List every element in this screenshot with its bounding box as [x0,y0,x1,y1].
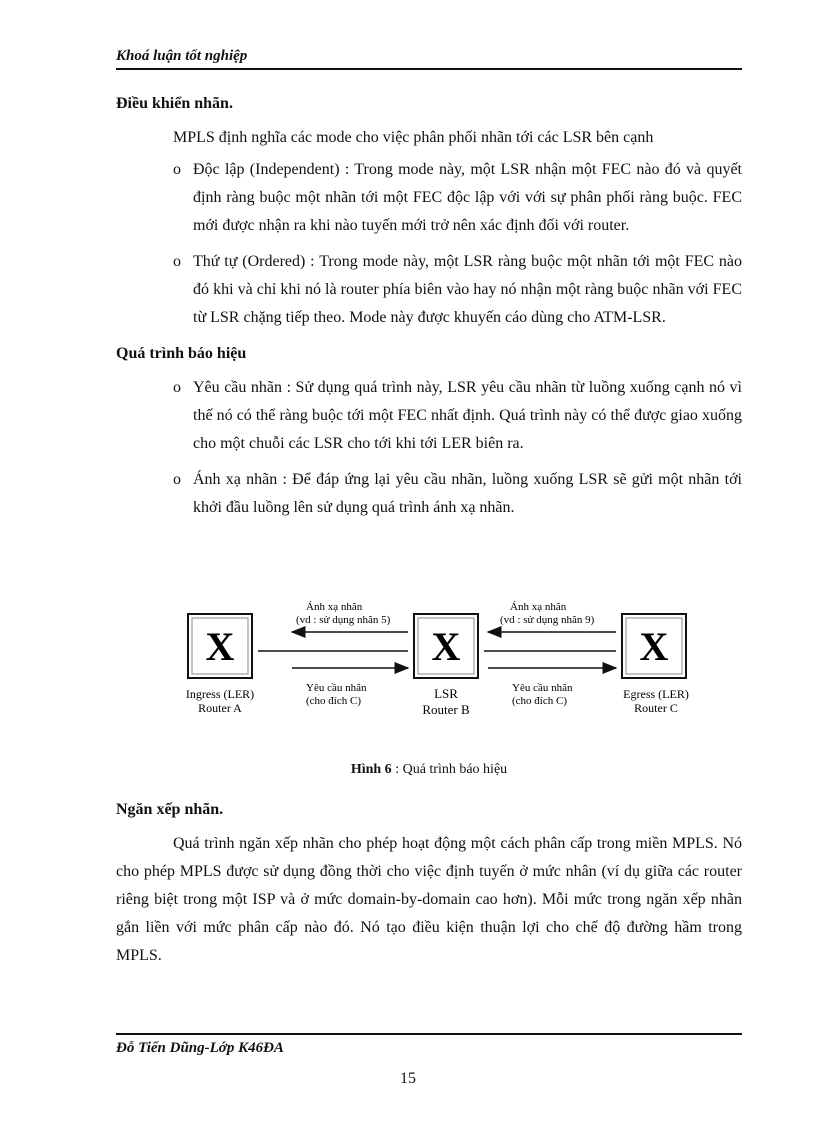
label-control-list [116,156,742,332]
request-left-label: Yêu cầu nhãn [306,682,367,694]
list-item: o Ánh xạ nhãn : Để đáp ứng lại yêu cầu nhãn, luồng xuống LSR sẽ gửi một nhãn tới khởi đầu luồng lên sử dụng quá trình ánh xạ nhãn. [116,466,742,522]
section-heading-label-control: Điều khiển nhãn. [116,95,233,112]
request-left-sublabel: (cho đích C) [306,695,361,707]
mapping-left-label: Ánh xạ nhãn [306,601,363,613]
router-c-box [622,614,686,678]
section-intro-paragraph: MPLS định nghĩa các mode cho việc phân phối nhãn tới các LSR bên cạnh [173,129,654,146]
router-a-name: Router A [198,701,242,715]
router-c-label: Egress (LER) [623,687,689,701]
label-stack-section [116,796,742,970]
section-heading-signaling: Quá trình báo hiệu [116,345,247,362]
main-content [116,90,742,530]
list-item: o Độc lập (Independent) : Trong mode này, một LSR nhận một FEC nào đó và quyết định ràng buộc một nhãn tới một FEC độc lập với với sự phân phối ràng buộc. FEC mới được nhận ra khi nào tuyến mới trở nên xác định đối với router. [116,156,742,240]
figure-caption-number: Hình 6 [350,762,392,777]
figure-caption-text: : Quá trình báo hiệu [391,762,508,777]
header-divider [116,68,742,70]
mapping-right-sublabel: (vd : sử dụng nhãn 9) [500,614,595,626]
router-c-symbol: X [639,624,669,669]
mapping-right-label: Ánh xạ nhãn [510,601,567,613]
footer-divider [116,1033,742,1035]
router-b-box [414,614,478,678]
signaling-figure [116,596,742,736]
router-b-label: LSR [434,686,458,701]
signaling-list [116,374,742,522]
router-b-name: Router B [422,702,470,717]
footer-author: Đỗ Tiến Dũng-Lớp K46ĐA [116,1040,284,1056]
router-c-name: Router C [634,701,678,715]
label-stack-paragraph: Quá trình ngăn xếp nhãn cho phép hoạt động một cách phân cấp trong miền MPLS. Nó cho phép MPLS được sử dụng đồng thời cho việc định tuyến ở mức nhân (ví dụ giữa các router riêng biệt trong một ISP và ở mức domain-by-domain cao hơn). Mỗi mức trong ngăn xếp nhãn gắn liền với mức phân cấp nào đó. Nó tạo điều kiện thuận lợi cho chế độ đường hầm trong MPLS. [116,835,742,964]
list-item: o Yêu cầu nhãn : Sử dụng quá trình này, LSR yêu cầu nhãn từ luồng xuống cạnh nó vì thế nó có thể ràng buộc tới một FEC nhất định. Quá trình này có thể được giao xuống cho một chuỗi các LSR cho tới khi tới LER biên ra. [116,374,742,458]
signaling-diagram [116,596,742,736]
router-a-symbol: X [205,624,235,669]
mapping-left-sublabel: (vd : sử dụng nhãn 5) [296,614,391,626]
figure-caption [116,762,742,778]
header-title: Khoá luận tốt nghiệp [116,48,248,64]
list-item: o Thứ tự (Ordered) : Trong mode này, một LSR ràng buộc một nhãn tới một FEC nào đó khi và chỉ khi nó là router phía biên vào hay nó nhận một ràng buộc nhãn với FEC từ LSR chặng tiếp theo. Mode này được khuyến cáo dùng cho ATM-LSR. [116,248,742,332]
request-right-label: Yêu cầu nhãn [512,682,573,694]
page-number: 15 [400,1070,416,1087]
request-right-sublabel: (cho đích C) [512,695,567,707]
section-heading-label-stack: Ngăn xếp nhãn. [116,801,224,818]
router-b-symbol: X [431,624,461,669]
router-a-box [188,614,252,678]
router-a-label: Ingress (LER) [185,687,255,701]
